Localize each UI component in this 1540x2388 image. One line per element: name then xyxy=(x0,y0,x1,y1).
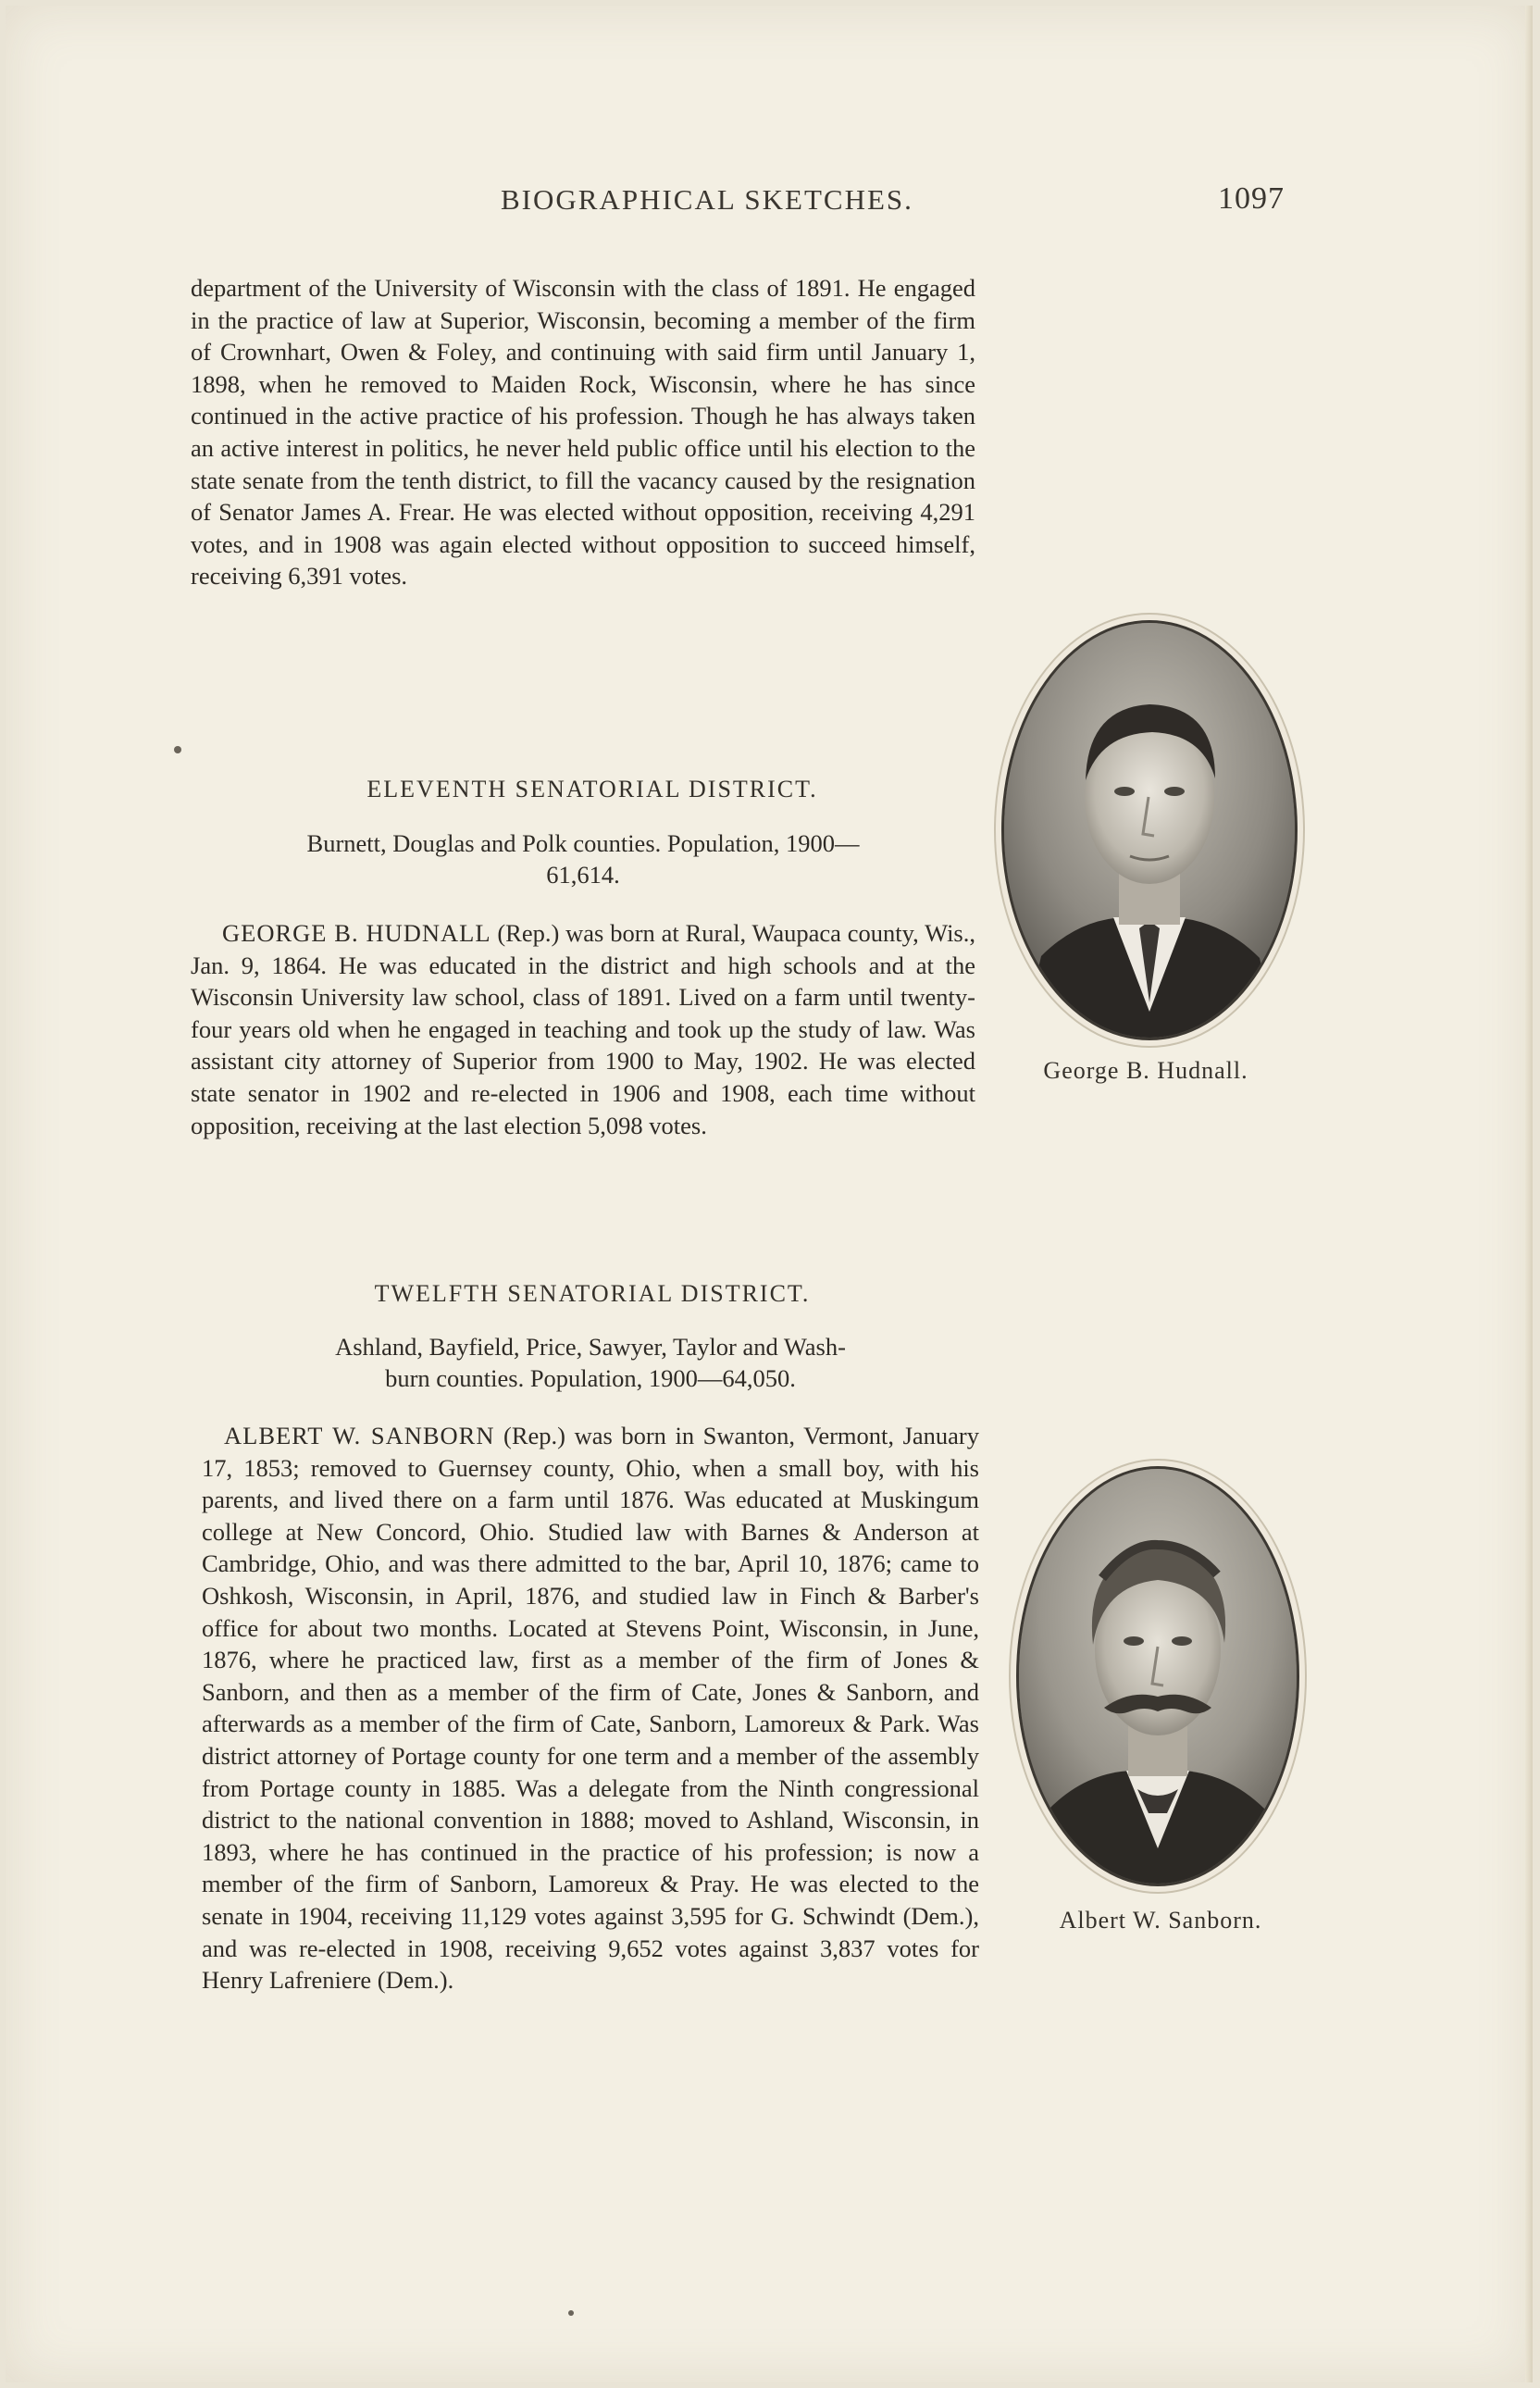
eleventh-district-heading: ELEVENTH SENATORIAL DISTRICT. xyxy=(366,776,818,802)
hudnall-name: GEORGE B. HUDNALL xyxy=(222,919,491,947)
portrait-photo-icon xyxy=(1019,1469,1297,1884)
hudnall-caption: George B. Hudnall. xyxy=(1043,1057,1248,1084)
book-page xyxy=(6,6,1533,2382)
page-edge xyxy=(1525,6,1533,2382)
sanborn-portrait xyxy=(1016,1466,1299,1886)
sanborn-biography xyxy=(202,1420,979,1996)
twelfth-district-counties xyxy=(198,1331,983,1394)
ink-speck xyxy=(174,746,181,753)
page-number: 1097 xyxy=(1218,181,1285,216)
portrait-photo-icon xyxy=(1004,623,1295,1038)
eleventh-district-counties xyxy=(191,827,975,890)
running-head: BIOGRAPHICAL SKETCHES. xyxy=(501,183,913,216)
counties-line: 61,614. xyxy=(546,861,620,889)
sanborn-name: ALBERT W. SANBORN xyxy=(224,1422,495,1449)
sanborn-bio-text: (Rep.) was born in Swanton, Vermont, January 17, 1853; removed to Guernsey county, Ohio, when a small boy, with his parents, and lived there on a farm until 1876. Was educated at Muskingum college at New Concord, Ohio. Studied law with Barnes & Anderson at Cambridge, Ohio, and was there admitted to the bar, April 10, 1876; came to Oshkosh, Wisconsin, in April, 1876, and studied law in Finch & Barber's office for about two months. Located at Stevens Point, Wisconsin, in June, 1876, where he practiced law, first as a member of the firm of Jones & Sanborn, and then as a member of the firm of Cate, Jones & Sanborn, and afterwards as a member of the firm of Cate, Sanborn, Lamoreux & Park. Was district attorney of Portage county for one term and a member of the assembly from Portage county in 1885. Was a delegate from the Ninth congressional district to the national convention in 1888; moved to Ashland, Wisconsin, in 1893, where he has continued in the practice of his profession; is now a member of the firm of Sanborn, Lamoreux & Pray. He was elected to the senate in 1904, receiving 11,129 votes against 3,595 for G. Schwindt (Dem.), and was re-elected in 1908, receiving 9,652 votes against 3,837 votes for Henry Lafreniere (Dem.). xyxy=(202,1422,980,1995)
counties-line: Ashland, Bayfield, Price, Sawyer, Taylor and Wash- xyxy=(335,1333,846,1361)
hudnall-biography xyxy=(191,917,975,1141)
sanborn-caption: Albert W. Sanborn. xyxy=(1059,1907,1262,1934)
counties-line: burn counties. Population, 1900—64,050. xyxy=(385,1364,796,1392)
ink-speck xyxy=(568,2310,574,2316)
hudnall-portrait xyxy=(1001,620,1298,1040)
hudnall-bio-text: (Rep.) was born at Rural, Waupaca county, Wis., Jan. 9, 1864. He was educated in the district and high schools and at the Wisconsin University law school, class of 1891. Lived on a farm until twenty-four years old when he engaged in teaching and took up the study of law. Was assistant city attorney of Superior from 1900 to May, 1902. He was elected state senator in 1902 and re-elected in 1906 and 1908, each time without opposition, receiving at the last election 5,098 votes. xyxy=(191,919,975,1139)
twelfth-district-heading: TWELFTH SENATORIAL DISTRICT. xyxy=(374,1280,811,1307)
counties-line: Burnett, Douglas and Polk counties. Population, 1900— xyxy=(306,829,860,857)
continuation-paragraph: department of the University of Wisconsin with the class of 1891. He engaged in the practice of law at Superior, Wisconsin, becoming a member of the firm of Crownhart, Owen & Foley, and continuing with said firm until January 1, 1898, when he removed to Maiden Rock, Wisconsin, where he has since continued in the active practice of his profession. Though he has always taken an active interest in politics, he never held public office until his election to the state senate from the tenth district, to fill the vacancy caused by the resignation of Senator James A. Frear. He was elected without opposition, receiving 4,291 votes, and in 1908 was again elected without opposition to succeed himself, receiving 6,391 votes. xyxy=(191,274,975,591)
